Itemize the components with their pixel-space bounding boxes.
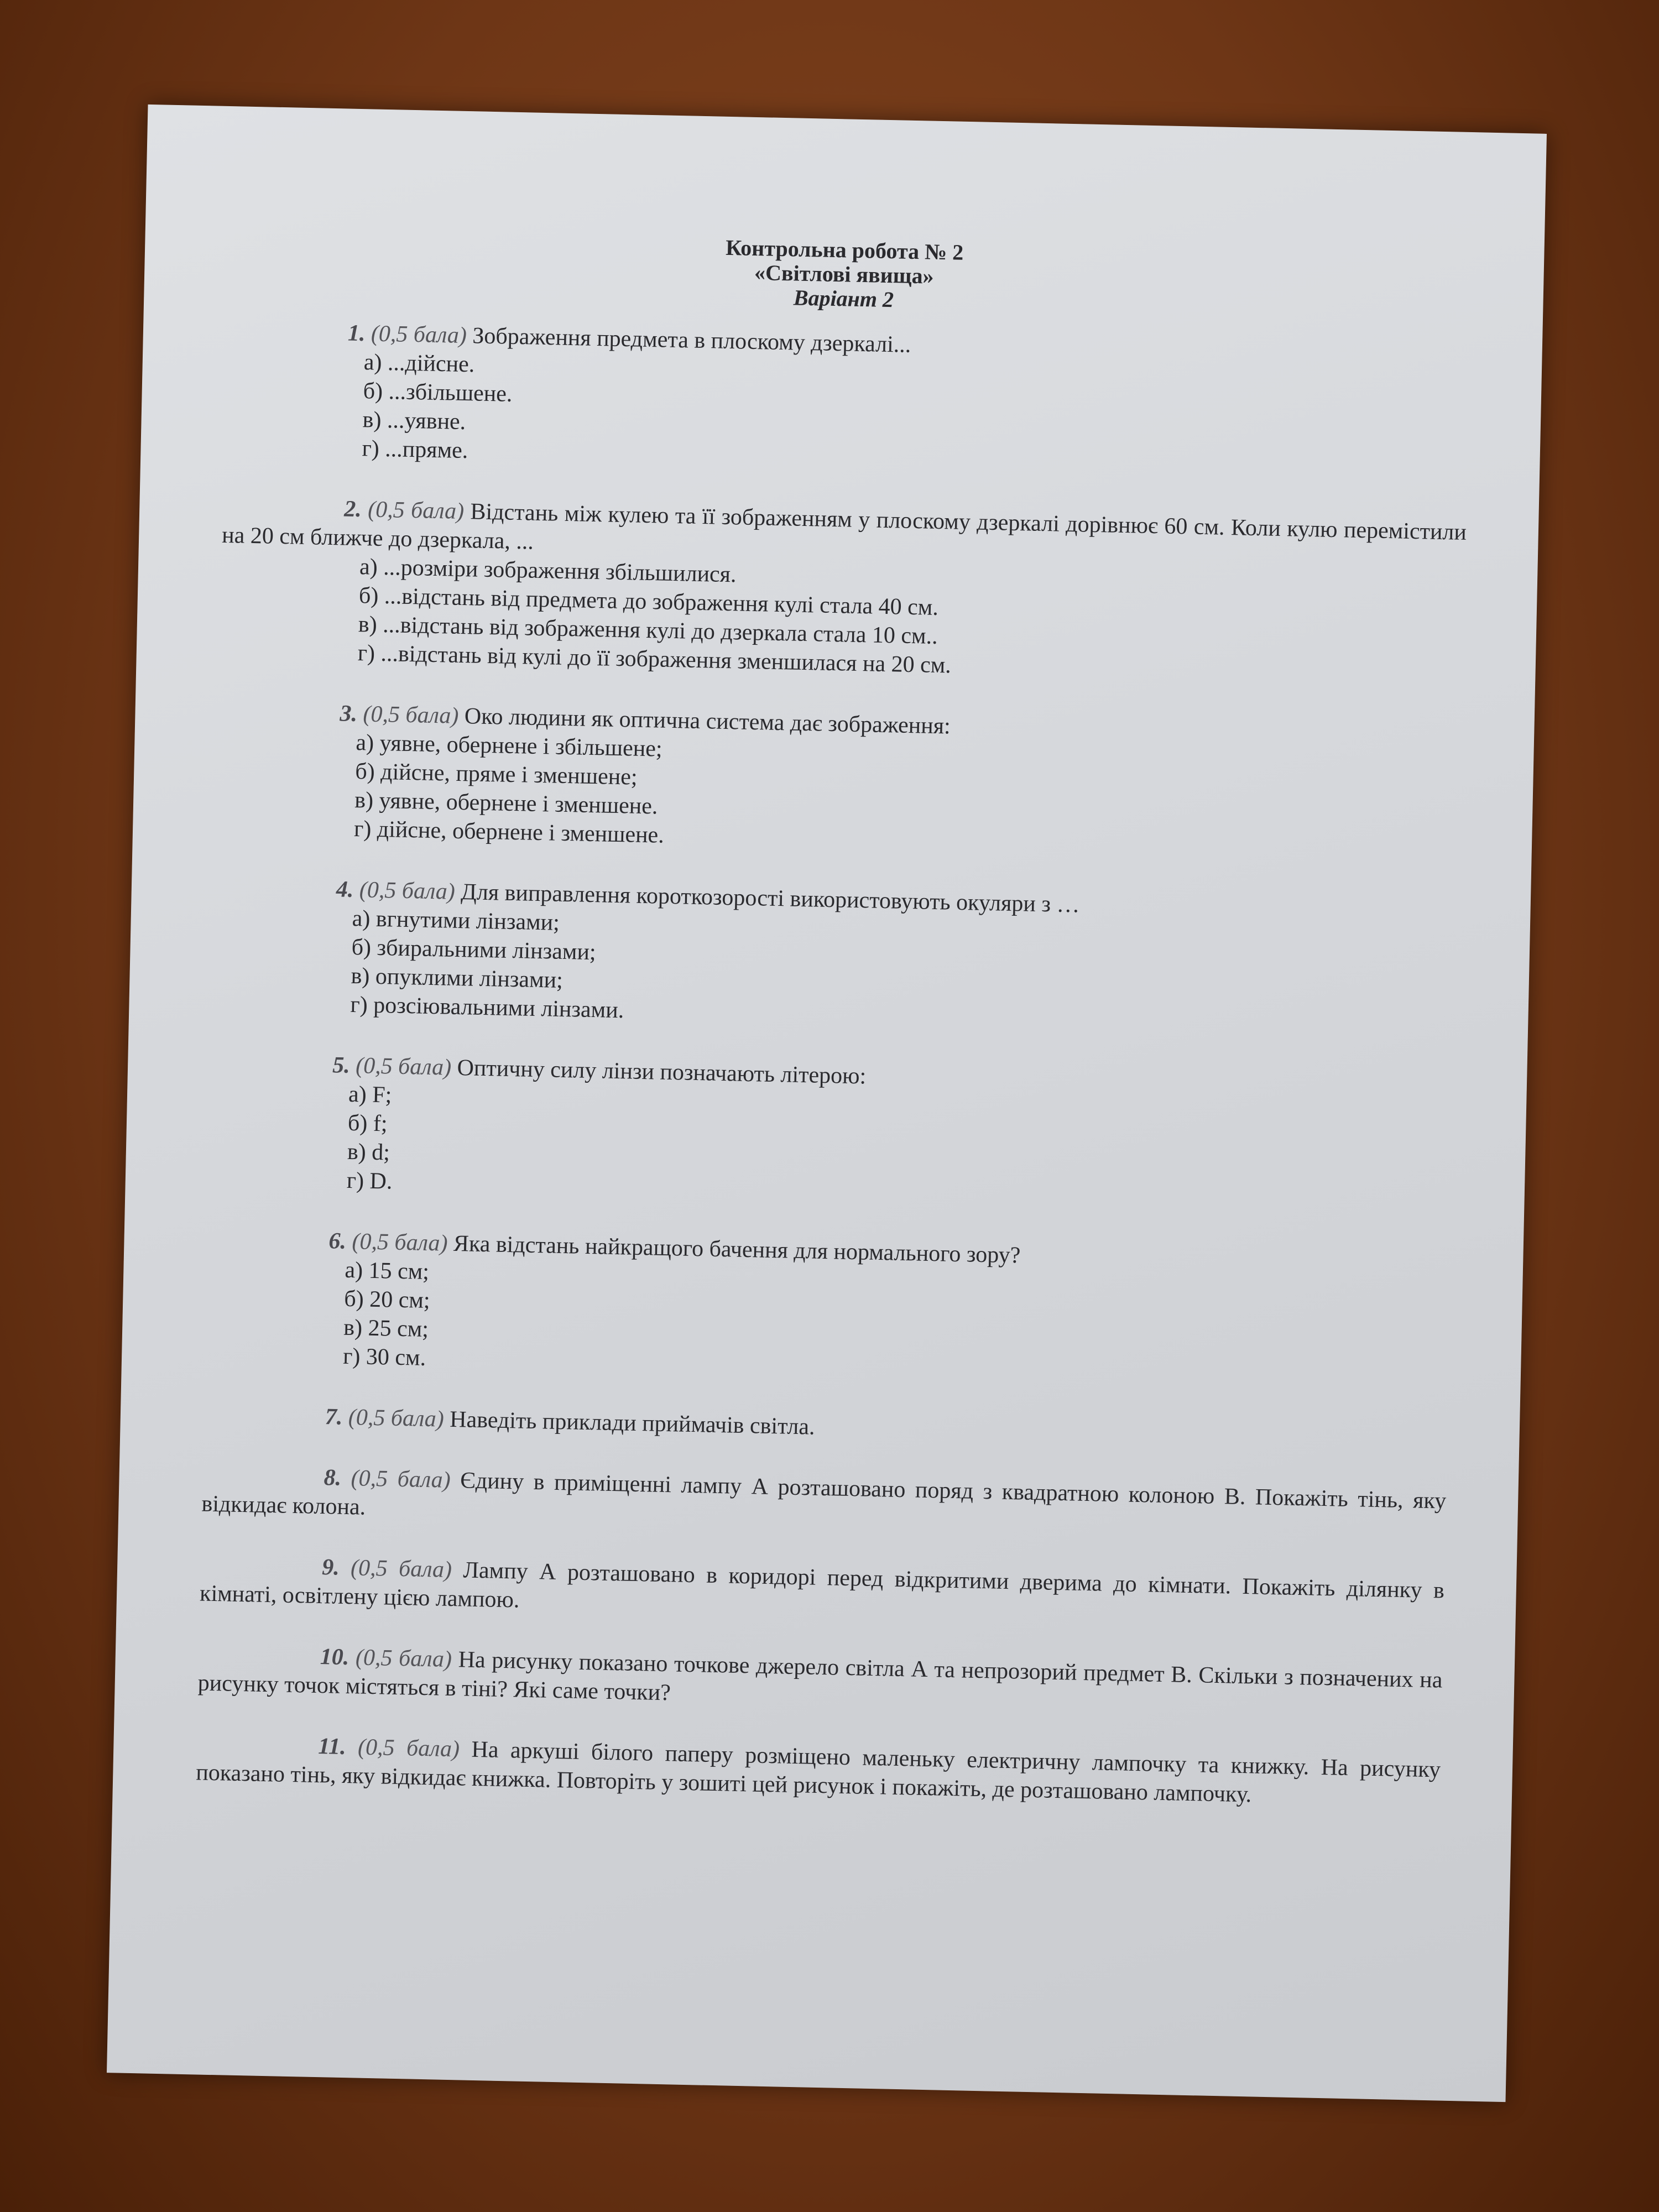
answer-option: в) 25 см; [343,1314,429,1343]
sheet-header [144,223,1544,326]
question-number: 5. [332,1052,351,1078]
question-number: 1. [347,320,366,347]
question-body: На рисунку показано точкове джерело світла А та непрозорий предмет В. Скільки з позначених на рисунку точок містяться в тіні? Які саме точки? [197,1647,1443,1706]
question-body: Зображення предмета в плоскому дзеркалі... [472,323,911,358]
question-6 [205,1224,1452,1394]
answer-option: а) 15 см; [345,1257,430,1285]
question-body: Лампу А розташовано в коридорі перед відкритими дверима до кімнати. Покажіть ділянку в кімнаті, освітлену цією лампою. [199,1557,1445,1613]
answer-option: б) ...збільшене. [363,378,513,407]
question-number: 6. [328,1228,347,1254]
question-body: Оптичну силу лінзи позначають літерою: [457,1055,867,1089]
answer-option: г) ...пряме. [362,436,468,464]
question-11 [196,1729,1441,1813]
answer-option: а) ...дійсне. [363,349,475,378]
question-body: Око людини як оптична система дає зображення: [464,703,951,739]
question-points: (0,5 бала) [367,497,465,525]
question-body: На аркуші білого паперу розміщено маленьку електричну лампочку та книжку. На рисунку показано тінь, яку відкидає книжка. Повторіть у зошиті цей рисунок і покажіть, де розташовано лампочку. [195,1736,1441,1808]
question-body: Наведіть приклади приймачів світла. [449,1406,815,1440]
question-number: 11. [317,1734,347,1760]
answer-option: в) опуклими лінзами; [351,963,564,993]
answer-option: г) ...відстань від кулі до її зображення зменшилася на 20 см. [357,640,952,679]
question-points: (0,5 бала) [363,701,459,729]
question-number: 4. [336,877,354,902]
question-points: (0,5 бала) [359,877,456,905]
question-10 [197,1640,1443,1723]
question-number: 10. [320,1644,349,1671]
answer-option: в) d; [347,1139,390,1166]
question-body: Єдину в приміщенні лампу А розташовано поряд з квадратною колоною В. Покажіть тінь, яку відкидає колона. [201,1468,1447,1520]
answer-option: б) дійсне, пряме і зменшене; [354,759,638,790]
question-points: (0,5 бала) [355,1645,452,1673]
question-number: 7. [325,1404,343,1430]
question-points: (0,5 бала) [348,1405,445,1432]
question-text [200,1550,1445,1634]
question-points: (0,5 бала) [371,321,467,349]
answer-option: в) уявне, обернене і зменшене. [354,787,658,820]
question-7 [203,1400,1448,1455]
answer-option: б) ...відстань від предмета до зображення кулі стала 40 см. [358,583,939,621]
question-2 [219,492,1467,691]
answer-option: а) ...розміри зображення збільшилися. [359,554,737,588]
answer-option: в) ...уявне. [362,407,466,435]
question-number: 9. [321,1554,340,1580]
answer-option: г) D. [346,1167,393,1194]
answer-option: б) f; [347,1110,388,1137]
question-number: 8. [324,1465,342,1491]
test-subtitle: «Світлові явища» [754,259,935,289]
question-points: (0,5 бала) [355,1053,452,1081]
question-8 [201,1461,1447,1545]
question-text [203,1400,1448,1455]
test-variant: Варіант 2 [793,285,894,312]
answer-option: в) ...відстань від зображення кулі до дзеркала стала 10 см.. [358,612,938,650]
question-4 [212,873,1459,1042]
question-number: 3. [340,701,358,727]
answer-option: г) дійсне, обернене і зменшене. [353,816,665,848]
question-points: (0,5 бала) [352,1229,448,1256]
answer-option: б) 20 см; [343,1286,431,1314]
question-text [196,1729,1441,1813]
question-body: Яка відстань найкращого бачення для нормального зору? [453,1230,1021,1269]
question-3 [216,697,1463,867]
question-points: (0,5 бала) [350,1555,452,1583]
question-5 [208,1048,1455,1218]
question-points: (0,5 бала) [351,1465,451,1493]
question-number: 2. [343,496,362,523]
answer-option: г) розсіювальними лінзами. [350,992,624,1024]
questions-list [195,316,1470,1845]
answer-option: г) 30 см. [342,1343,426,1371]
question-1 [223,316,1470,486]
question-text [197,1640,1443,1723]
question-text [201,1461,1447,1545]
question-body: Для виправлення короткозорості використовують окуляри з … [460,879,1080,918]
question-9 [200,1550,1445,1634]
answer-option: а) F; [348,1081,392,1108]
answer-option: а) уявне, обернене і збільшене; [355,730,663,762]
test-sheet [107,105,1547,2102]
answer-option: а) вгнутими лінзами; [352,905,560,936]
test-title: Контрольна робота № 2 [725,234,964,265]
question-body: Відстань між кулею та її зображенням у плоскому дзеркалі дорівнює 60 см. Коли кулю перемістили на 20 см ближче до дзеркала, ... [221,499,1467,555]
answer-option: б) збиральними лінзами; [351,934,597,966]
question-points: (0,5 бала) [357,1734,460,1762]
